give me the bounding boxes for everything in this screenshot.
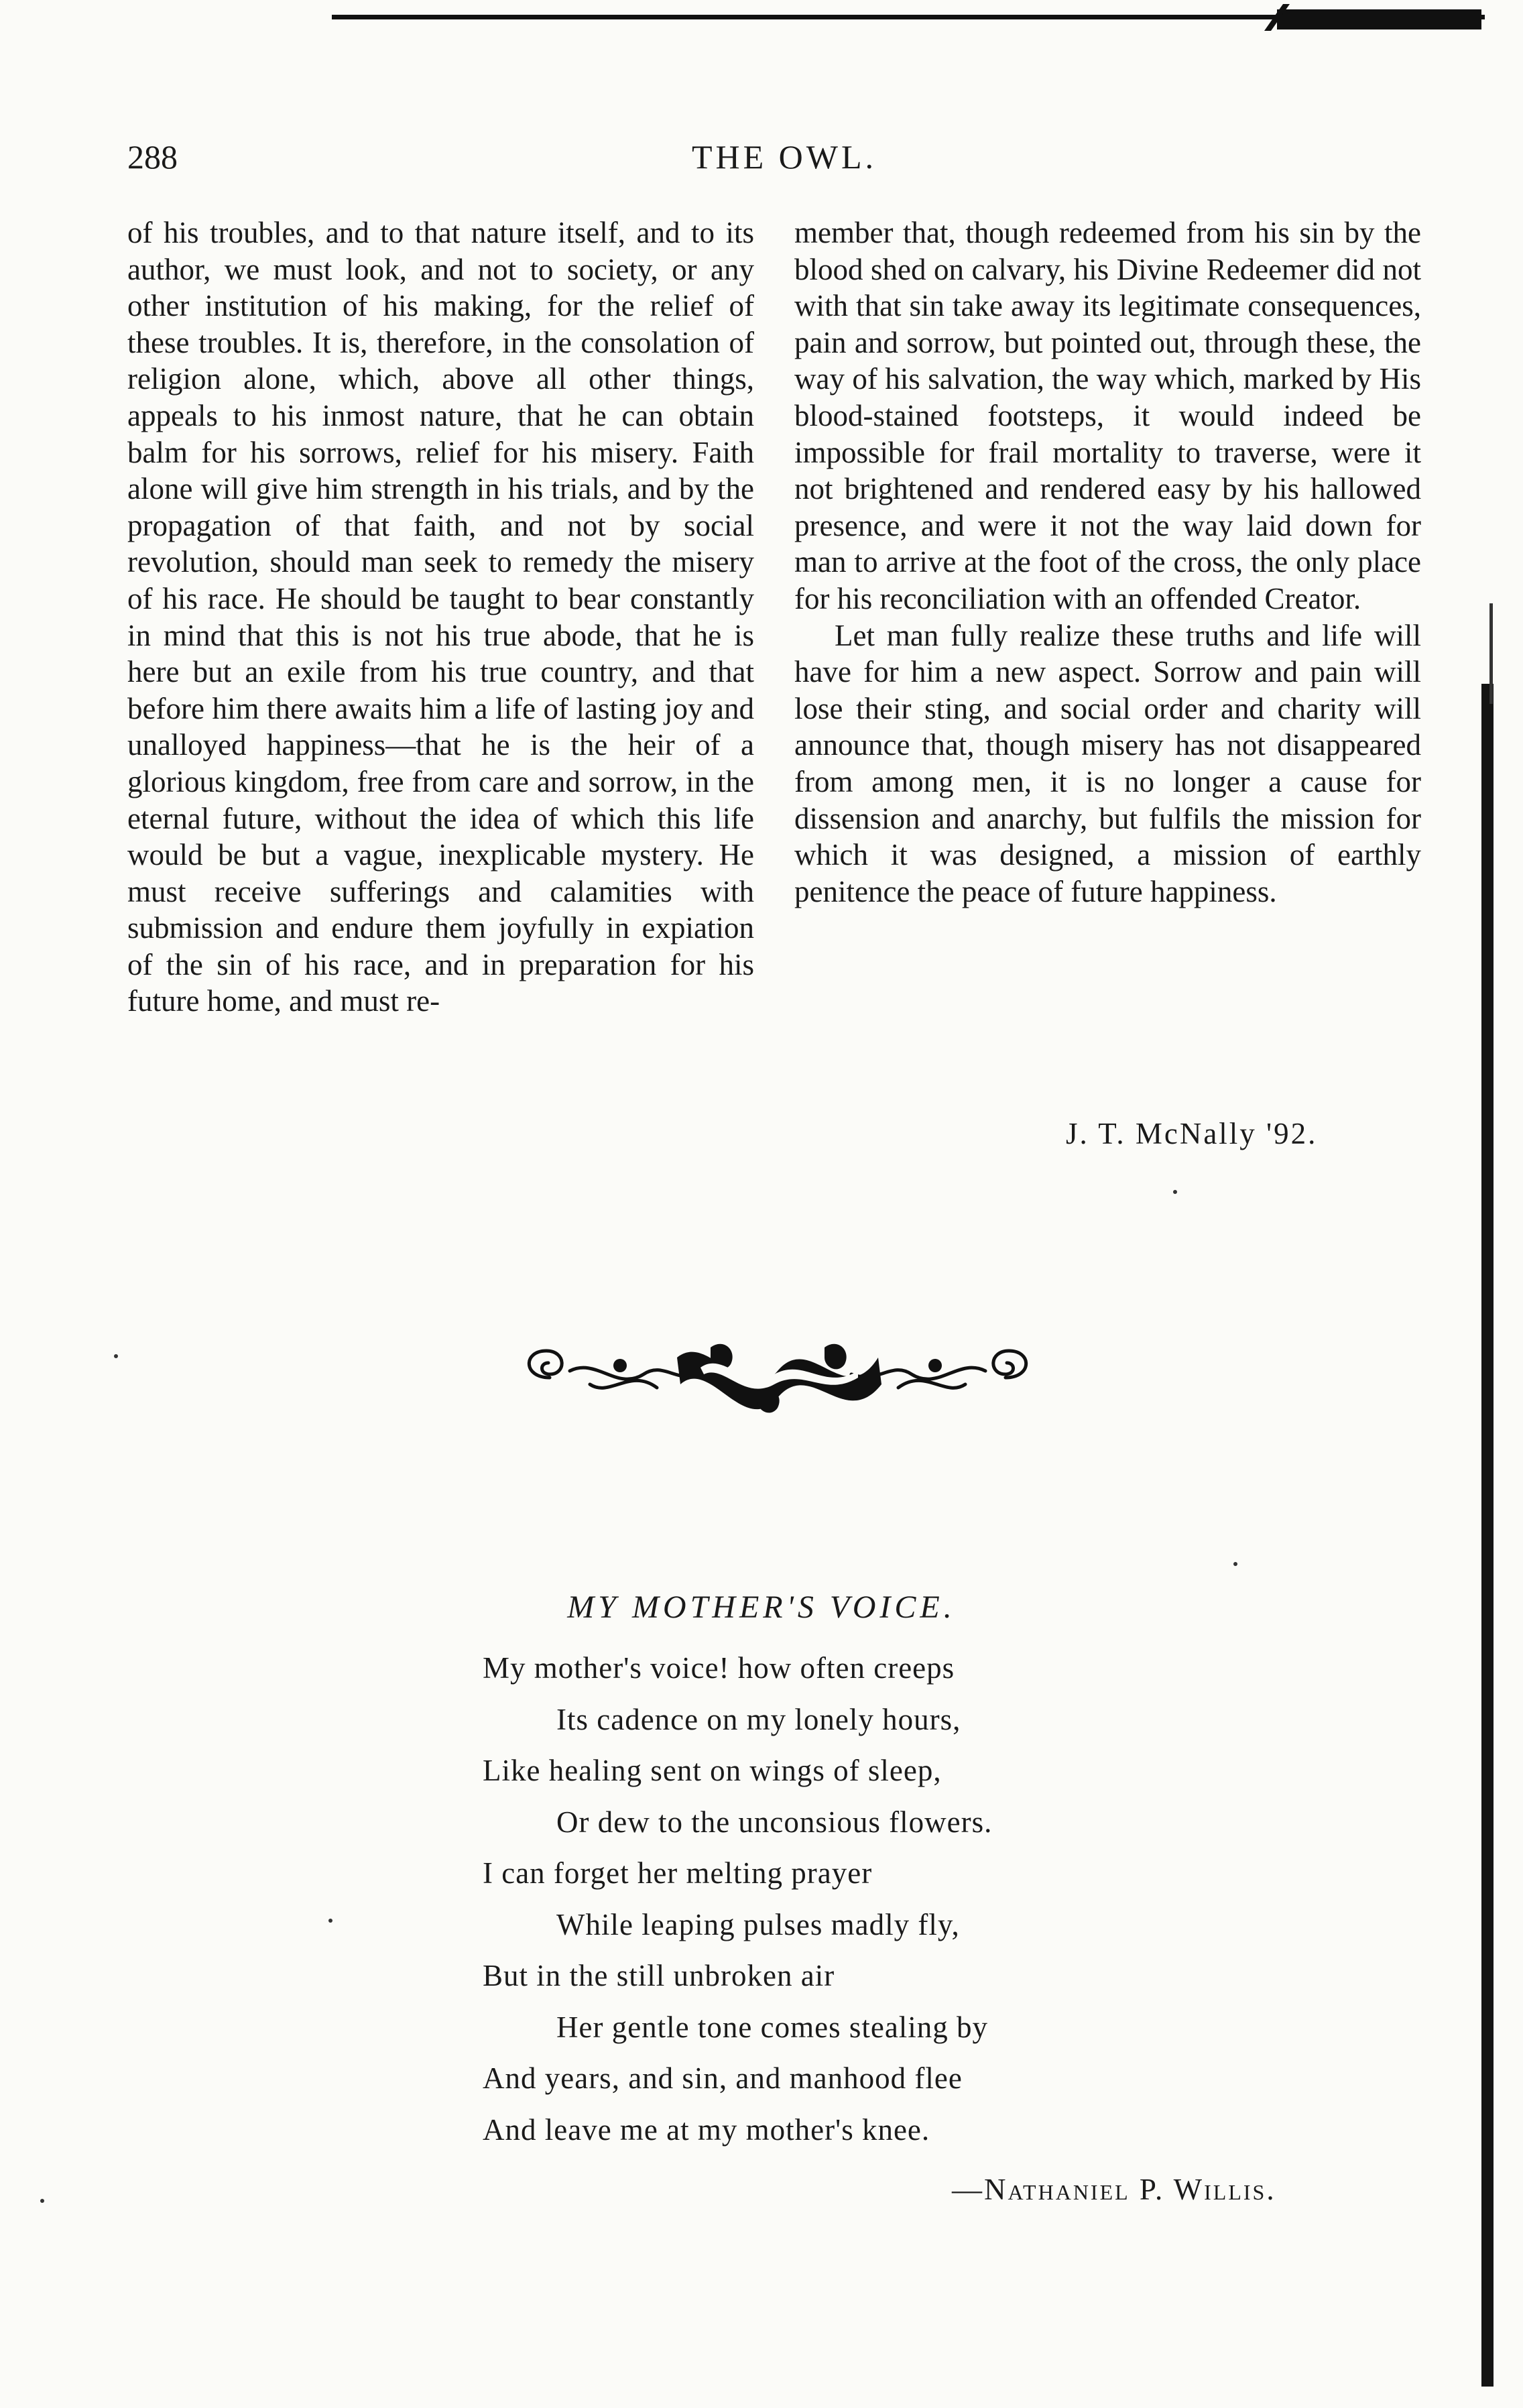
poem-line: My mother's voice! how often creeps [483, 1651, 955, 1685]
scan-speck [40, 2199, 44, 2203]
poem-line: Her gentle tone comes stealing by [556, 2010, 989, 2044]
article-right-column [794, 215, 1421, 910]
poem-line: And years, and sin, and manhood flee [483, 2061, 963, 2095]
article-paragraph: Let man fully realize these truths and life will have for him a new aspect. Sorrow and pain will lose their sting, and social order and charity will announce that, though misery has not disappeared from among men, it is no longer a cause for dissension and anarchy, but fulfils the mission for which it was designed, a mission of earthly penitence the peace of future happiness. [794, 618, 1421, 908]
poem-line: I can forget her melting prayer [483, 1856, 873, 1890]
poem-line: But in the still unbroken air [483, 1959, 835, 1992]
top-rule-heavy [1277, 9, 1481, 29]
poem-line: While leaping pulses madly fly, [556, 1907, 960, 1941]
page-header [127, 137, 1441, 178]
poem-line: Or dew to the unconsious flowers. [556, 1805, 993, 1839]
poem-line: Like healing sent on wings of sleep, [483, 1754, 942, 1787]
scan-speck [1173, 1190, 1177, 1194]
ribbon-scroll-ornament-icon [509, 1311, 1046, 1438]
article-paragraph: of his troubles, and to that nature itself, and to its author, we must look, and not to society, or any other institution of his making, for the relief of these troubles. It is, therefore, in the consolation of religion alone, which, above all other things, appeals to his inmost nature, that he can obtain balm for his sorrows, relief for his misery. Faith alone will give him strength in his trials, and by the propagation of that faith, and not by social revolution, should man seek to remedy the misery of his race. He should be taught to bear constantly in mind that this is not his true abode, that he is here but an exile from his true country, and that before him there awaits him a life of lasting joy and unalloyed happiness—that he is the heir of a glorious kingdom, free from care and sorrow, in the eternal future, without the idea of which this life would be but a vague, inexplicable mystery. He must receive sufferings and calamities with submission and endure them joyfully in expiation of the sin of his race, and in preparation for his future home, and must re- [127, 216, 754, 1018]
article-paragraph: member that, though redeemed from his sin by the blood shed on calvary, his Divine Redeemer did not with that sin take away its legitimate consequences, pain and sorrow, but pointed out, through these, the way of his salvation, the way which, marked by His blood-stained footsteps, it would indeed be impossible for frail mortality to traverse, were it not brightened and rendered easy by his hallowed presence, and were it not the way laid down for man to arrive at the foot of the cross, the only place for his reconciliation with an offended Creator. [794, 216, 1421, 615]
scan-speck [1233, 1562, 1237, 1566]
scan-speck [114, 1354, 118, 1358]
scan-speck [328, 1919, 332, 1923]
poem-author: —Nathaniel P. Willis. [952, 2173, 1276, 2206]
scan-edge-line [1489, 603, 1493, 704]
scan-edge-bar [1481, 684, 1494, 2387]
poem [483, 1642, 992, 2155]
page-number: 288 [127, 138, 178, 176]
article-signature: J. T. McNally '92. [1066, 1117, 1318, 1150]
poem-line: Its cadence on my lonely hours, [556, 1702, 961, 1736]
poem-line: And leave me at my mother's knee. [483, 2112, 930, 2147]
article-left-column [127, 215, 754, 1020]
poem-title: MY MOTHER'S VOICE. [567, 1589, 956, 1625]
running-title: THE OWL. [691, 138, 877, 176]
